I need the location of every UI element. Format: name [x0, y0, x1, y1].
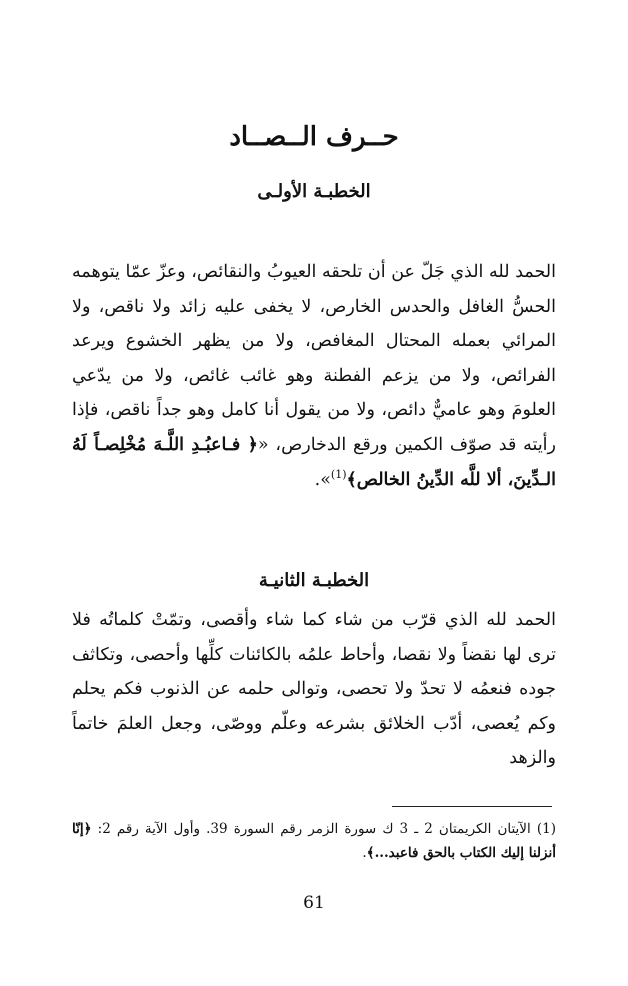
first-sermon-text: الحمد لله الذي جَلّ عن أن تلحقه العيوبُ والنقائص، وعزّ عمّا يتوهمه الحسُّ الغافل والحدس الخارص، لا يخفى عليه زائد ولا ناقص، ولا المرائي بعمله المحتال المغافص، ولا من يظهر الخشوع ويرعد الفرائص، ولا من يزعم الفطنة وهو غائب غائص، ولا من يدّعي العلومَ وهو عاميٌّ دائص، ولا من يقول أنا كامل وهو جداً ناقص، فإذا رأيته قد صوّف الكمين ورقع الدخارص، « [72, 262, 556, 455]
footnote [72, 817, 556, 865]
footnote-marker: (1) [536, 821, 556, 837]
page-number: 61 [303, 893, 325, 913]
footnote-reference[interactable]: (1) [330, 467, 347, 481]
footnote-divider [392, 806, 552, 807]
chapter-title: حــرف الــصــاد [229, 122, 399, 152]
second-sermon-paragraph [72, 603, 556, 776]
footnote-text: الآيتان الكريمتان 2 ـ 3 ك سورة الزمر رقم السورة 39. وأول الآية رقم 2: [97, 821, 531, 837]
footnote-end: . [362, 845, 367, 861]
footnote-quote: ﴿إنّا أنزلنا إليك الكتاب بالحق فاعبد...﴾ [72, 821, 556, 861]
section-title-second-sermon: الخطبـة الثانيـة [258, 570, 370, 591]
first-sermon-paragraph [72, 255, 556, 497]
section-title-first-sermon: الخطبـة الأولـى [257, 181, 371, 202]
quran-quote: ﴿ فـاعبُـدِ اللَّـهَ مُخْلِصـاً لَهُ الـدِّينَ، ألا للَّه الدِّينُ الخالص﴾ [72, 434, 556, 490]
first-sermon-text-end: ». [314, 469, 331, 490]
second-sermon-text: الحمد لله الذي قرّب من شاء كما شاء وأقصى، وتمّتْ كلماتُه فلا ترى لها نقضاً ولا نقصا، وأحاط علمُه بالكائنات كلِّها وأحصى، وتكاثف جوده فنعمُه لا تحدّ ولا تحصى، وتوالى حلمه عن الذنوب فكم يحلم وكم يُعصى، أدّب الخلائق بشرعه وعلّم ووصّى، وجعل العلمَ خاتماً والزهد [72, 610, 556, 769]
